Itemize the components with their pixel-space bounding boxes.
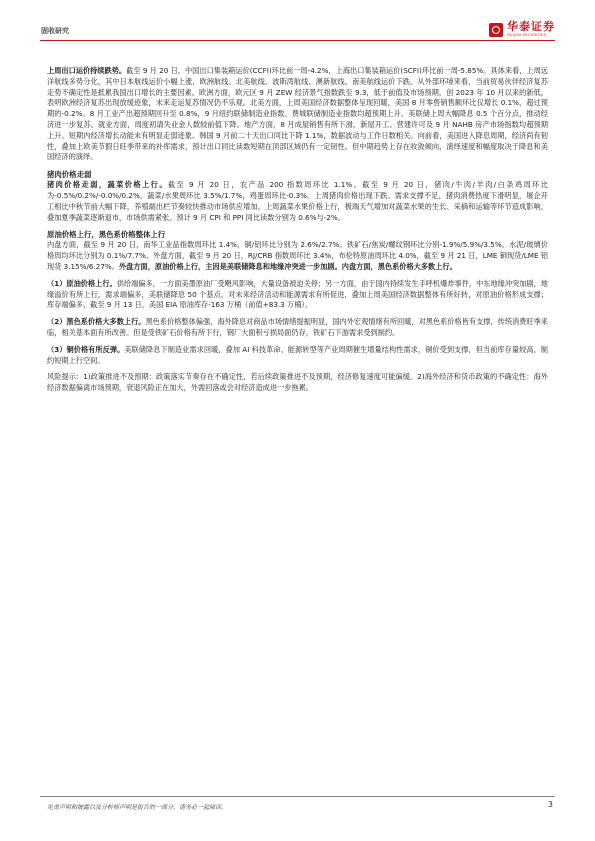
brand-name-en: HUATAI SECURITIES <box>507 33 547 37</box>
oil-section-title: 原油价格上行，黑色系价格整体上行 <box>47 230 166 240</box>
footer-divider <box>40 796 555 797</box>
brand-logo <box>489 21 555 38</box>
oil-text: 内盘方面，截至 9 月 20 日，南华工业品指数周环比 1.4%，铜/铝环比分别为 2.6%/2.7%。铁矿石/焦炭/螺纹钢环比分别-1.9%/5.9%/3.5%。水泥/玻璃价格周均环比分别为 0.1%/7.7%。外盘方面，截至 9 月 20 日，RJ/CRB 指数周环比 3.4%，布伦特原油周环比 4.0%，截至 9 月 21 日，LME 铜现货/LME 铝现货 3.15%/6.27%。 <box>47 240 548 271</box>
crude-oil-item <box>47 279 548 311</box>
brand-name-cn: 华泰证券 <box>507 20 555 33</box>
ferrous-text: 黑色系价格整体偏强，海外降息对商品市场情绪提振明显，国内外宏观情绪有所回暖，对黑色系价格皆有支撑，传统消费旺季来临，相关基本面有所改善。但是受铁矿石价格有所下行，钢厂大面积亏损局面仍存，铁矿石下游需求受到制约。 <box>47 317 548 337</box>
oil-summary: 外盘方面，原油价格上行，主因是美联储降息和地缘冲突进一步加剧。内盘方面，黑色系价格大多数上行。 <box>118 261 457 271</box>
page-header <box>40 0 555 48</box>
copper-item <box>47 345 548 367</box>
export-freight-lead: 上周出口运价持续跌势。 <box>47 66 127 75</box>
disclaimer-text: 免责声明和披露以及分析师声明是报告的一部分，请务必一起阅读。 <box>47 804 228 811</box>
pork-lead: 猪肉价格走弱，蔬菜价格上行。 <box>47 180 168 190</box>
report-body <box>47 66 548 394</box>
page-footer <box>40 796 555 811</box>
pork-section-title: 猪肉价格走弱 <box>47 170 92 180</box>
brand-logo-icon <box>489 23 503 37</box>
header-divider <box>40 40 555 41</box>
oil-paragraph <box>47 240 548 272</box>
risk-warning: 风险提示：1)政策推进不及预期：政策落实节奏存在不确定性，若后续政策推进不及预期，经济修复速度可能偏缓。2)海外经济和货币政策的不确定性：海外经济数据偏离市场预期，衰退风险正在加大，外需回落或会对经济造成进一步拖累。 <box>47 372 548 393</box>
ferrous-item <box>47 317 548 339</box>
page-number: 3 <box>547 800 553 809</box>
pork-text: 截至 9 月 20 日，农产品 200 指数周环比 1.1%。截至 9 月 20 日，猪肉/牛肉/羊肉/白条鸡周环比为-0.5%/0.2%/-0.0%/0.2%，蔬菜/水果周环比 3.5%/1.7%，鸡蛋周环比-0.3%。上周猪肉价格出现下跌。需求支撑不足，猪肉消费热度下滑明显，屠企开工相比中秋节前大幅下降，养殖端出栏节奏较快推动市场供应增加。上周蔬菜水果价格上行，极端天气增加对蔬菜水果的生长、采摘和运输等环节造成影响，叠加夏季蔬菜逐渐退市，市场供需紧张。预计 9 月 CPI 和 PPI 同比读数分别为 0.6%与-2%。 <box>47 180 548 222</box>
crude-oil-lead: （1）原油价格上行。 <box>47 278 117 288</box>
report-category: 固收研究 <box>41 27 69 35</box>
export-freight-paragraph <box>47 66 548 163</box>
copper-text: 美联储降息下制造业需求回暖，叠加 AI 科技革命、能源转型等产业周期催生增量结构性需求，铜价受到支撑，但当前库存量较高，制约短期上行空间。 <box>47 344 548 365</box>
crude-oil-text: 供给端偏多，一方面美墨原油厂受飓风影响，大量设备被迫关停；另一方面，由于国内持续发生手呼机爆炸事件，中东地缘冲突加剧，地缘溢价有所上行。需求端偏多，美联储降息 50 个基点，对未来经济活动和能源需求有所促进，叠加上周美国经济数据整体有所好转，对原油价格形成支撑；库存端偏多，截至 9 月 13 日，美国 EIA 原油库存-163 万桶（前值+83.3 万桶）。 <box>47 278 548 310</box>
ferrous-lead: （2）黑色系价格大多数上行。 <box>47 317 146 327</box>
export-freight-text: 截至 9 月 20 日，中国出口集装箱运价(CCFI)环比前一周-4.2%，上海出口集装箱运价(SCFI)环比前一周-5.85%。具体来看，上周远洋航线多势分化，其中日本航线运价小幅上涨，欧洲航线、北美航线、波斯湾航线、澳新航线、南美航线运价下跌。从外部环境来看，当前贸易伙伴经济复苏走势不确定性是抵累我国出口增长的主要因素。欧洲方面，欧元区 9 月 ZEW 经济景气指数跌至 9.3，低于前值及市场预期，创 2023 年 10 月以来的新低，表明欧洲经济复苏出现放缓迹象，未来走运复苏情况仍不乐观。北美方面，上周美国经济数据整体呈现回暖，美国 8 月零售销售额环比仅增长 0.1%，超过预期的-0.2%。8 月工业产出超预期回升至 0.8%，9 月纽约联储制造业指数、费城联储制造业指数均超预期上升。美联储上周大幅降息 0.5 个百分点，推动经济进一步复苏。就业方面，周度初请失业金人数较前值下降。地产方面，8 月成屋销售有所下滑，新屋开工、营建许可及 9 月 NAHB 房产市场指数均超预期上升。短期内经济增长动能未有明显走弱迹象。韩国 9 月前二十天出口同比下降 1.1%，数据波动与工作日数相关。向前看，美国进入降息周期，经济尚有韧性，叠加上欧美节假日旺季带来的补库需求，预计出口同比读数短期在顶部区域仍有一定韧性。但中期趋势上存在收敛倾向，演绎速度和幅度取决于降息和美国经济的演绎。 <box>47 66 548 162</box>
pork-paragraph <box>47 180 548 223</box>
copper-lead: （3）铜价格有所反弹。 <box>47 344 125 354</box>
